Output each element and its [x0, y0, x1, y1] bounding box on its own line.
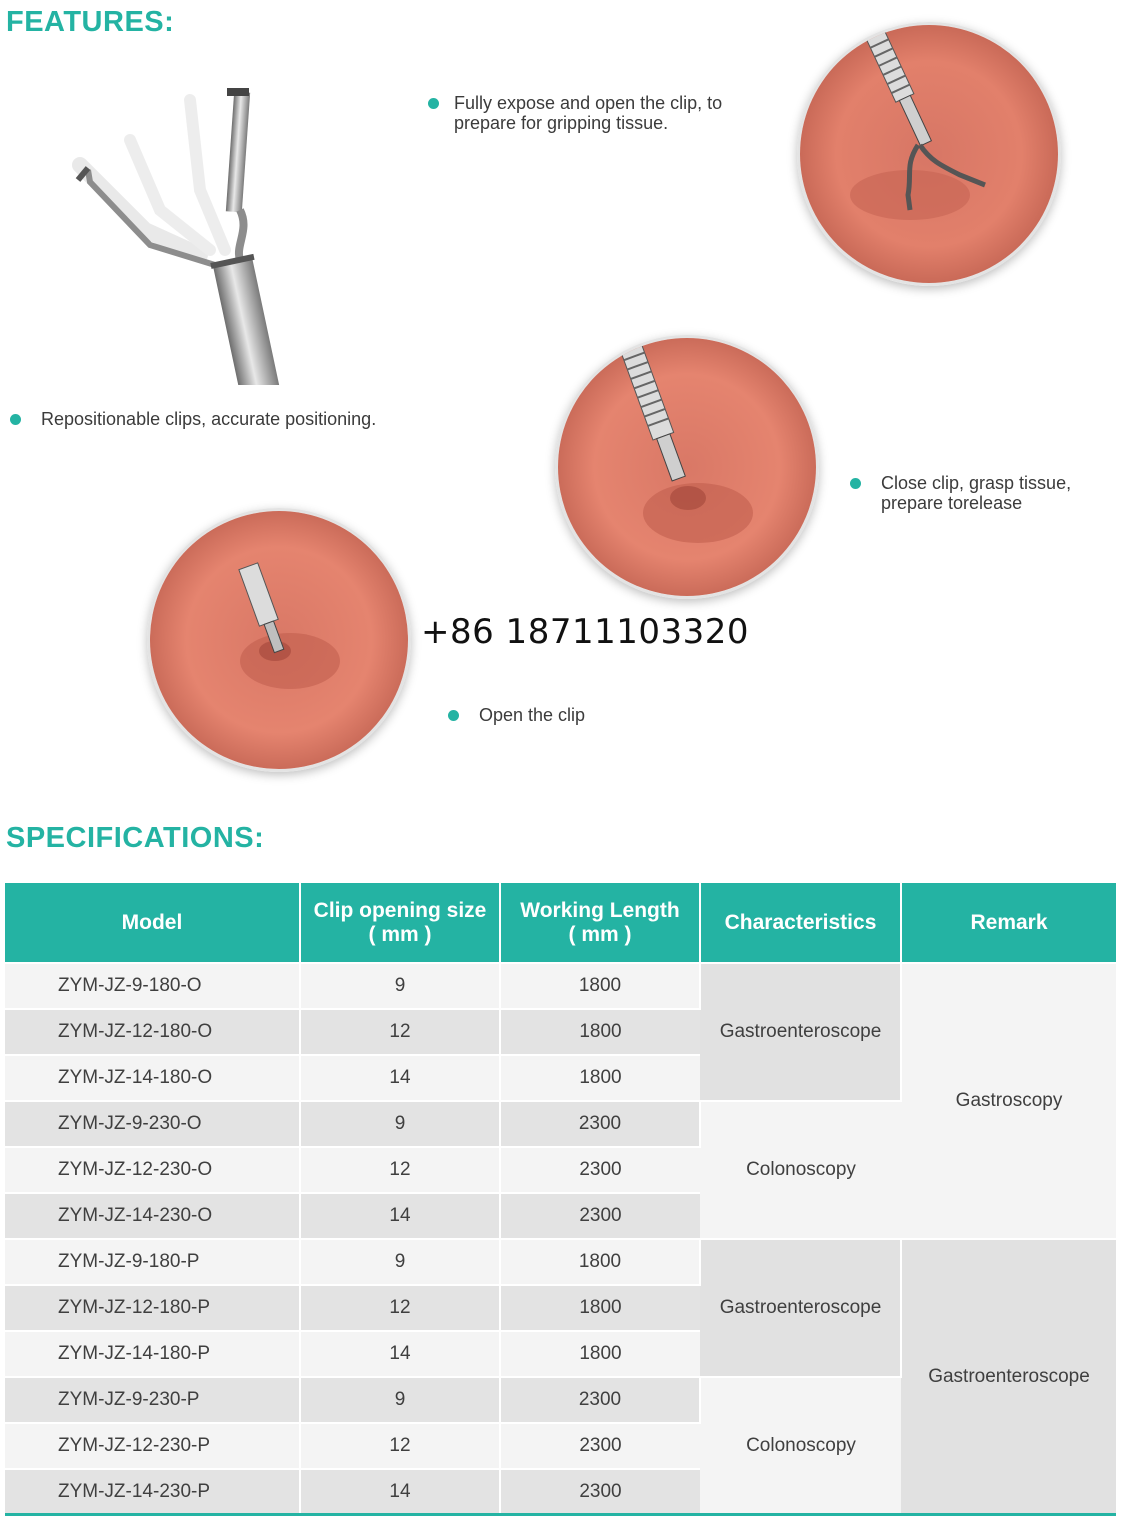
cell-clip-size: 14: [300, 1193, 500, 1239]
cell-working-length: 1800: [500, 1055, 700, 1101]
cell-working-length: 2300: [500, 1377, 700, 1423]
cell-working-length: 1800: [500, 1331, 700, 1377]
specifications-table: [5, 883, 1116, 1514]
header-line: Clip opening size: [313, 898, 487, 922]
feature-text-line: Repositionable clips, accurate positioning.: [41, 409, 377, 429]
feature-item-open-clip: [448, 705, 724, 725]
cell-characteristics: Gastroenteroscope: [700, 963, 901, 1101]
feature-text-line: prepare torelease: [881, 493, 1023, 513]
cell-characteristics: Gastroenteroscope: [700, 1239, 901, 1377]
column-header-working-length: [500, 883, 700, 963]
features-heading: FEATURES:: [6, 6, 175, 38]
column-header-remark: Remark: [901, 883, 1116, 963]
bullet-dot: [448, 710, 459, 721]
cell-clip-size: 9: [300, 1101, 500, 1147]
endoscopic-view-open-clip: [797, 22, 1061, 286]
cell-model: ZYM-JZ-9-230-P: [5, 1377, 300, 1423]
cell-clip-size: 9: [300, 1377, 500, 1423]
cell-model: ZYM-JZ-12-180-P: [5, 1285, 300, 1331]
cell-characteristics: Colonoscopy: [700, 1377, 901, 1514]
cell-working-length: 1800: [500, 963, 700, 1009]
cell-model: ZYM-JZ-9-230-O: [5, 1101, 300, 1147]
cell-characteristics: Colonoscopy: [700, 1101, 901, 1239]
cell-working-length: 1800: [500, 1239, 700, 1285]
cell-model: ZYM-JZ-14-180-O: [5, 1055, 300, 1101]
cell-clip-size: 14: [300, 1055, 500, 1101]
cell-model: ZYM-JZ-12-230-O: [5, 1147, 300, 1193]
header-line: Working Length: [520, 898, 680, 922]
cell-clip-size: 12: [300, 1147, 500, 1193]
cell-working-length: 2300: [500, 1423, 700, 1469]
feature-text-line: Open the clip: [479, 705, 586, 725]
specifications-heading: SPECIFICATIONS:: [6, 822, 265, 854]
cell-clip-size: 12: [300, 1423, 500, 1469]
header-unit: ( mm ): [568, 922, 632, 946]
cell-working-length: 1800: [500, 1285, 700, 1331]
cell-clip-size: 14: [300, 1469, 500, 1514]
cell-working-length: 2300: [500, 1469, 700, 1514]
cell-clip-size: 9: [300, 1239, 500, 1285]
feature-text-line: prepare for gripping tissue.: [454, 113, 669, 133]
cell-clip-size: 12: [300, 1285, 500, 1331]
cell-working-length: 2300: [500, 1101, 700, 1147]
cell-model: ZYM-JZ-12-230-P: [5, 1423, 300, 1469]
feature-item-close-clip: [850, 473, 1124, 513]
cell-clip-size: 14: [300, 1331, 500, 1377]
header-unit: ( mm ): [368, 922, 432, 946]
column-header-clip-opening: [300, 883, 500, 963]
column-header-model: Model: [5, 883, 300, 963]
bullet-dot: [850, 478, 861, 489]
table-bottom-border: [5, 1513, 1116, 1516]
cell-model: ZYM-JZ-9-180-O: [5, 963, 300, 1009]
table-row: [5, 1239, 1116, 1285]
cell-working-length: 2300: [500, 1147, 700, 1193]
cell-model: ZYM-JZ-9-180-P: [5, 1239, 300, 1285]
cell-clip-size: 9: [300, 963, 500, 1009]
feature-item-expose-clip: [428, 93, 814, 133]
endoscopic-view-close-clip: [555, 335, 819, 599]
cell-model: ZYM-JZ-14-230-O: [5, 1193, 300, 1239]
column-header-characteristics: Characteristics: [700, 883, 901, 963]
cell-working-length: 2300: [500, 1193, 700, 1239]
cell-remark: Gastroscopy: [901, 963, 1116, 1239]
bullet-dot: [10, 414, 21, 425]
bullet-dot: [428, 98, 439, 109]
feature-item-repositionable: [10, 409, 496, 429]
table-row: [5, 963, 1116, 1009]
cell-model: ZYM-JZ-14-230-P: [5, 1469, 300, 1514]
feature-text-line: Fully expose and open the clip, to: [454, 93, 723, 113]
cell-remark: Gastroenteroscope: [901, 1239, 1116, 1514]
cell-model: ZYM-JZ-12-180-O: [5, 1009, 300, 1055]
cell-clip-size: 12: [300, 1009, 500, 1055]
contact-phone: +86 18711103320: [421, 612, 750, 652]
endoscopic-view-grasp: [147, 508, 411, 772]
feature-text-line: Close clip, grasp tissue,: [881, 473, 1072, 493]
cell-model: ZYM-JZ-14-180-P: [5, 1331, 300, 1377]
clip-illustration: [50, 80, 340, 385]
table-header-row: [5, 883, 1116, 963]
cell-working-length: 1800: [500, 1009, 700, 1055]
